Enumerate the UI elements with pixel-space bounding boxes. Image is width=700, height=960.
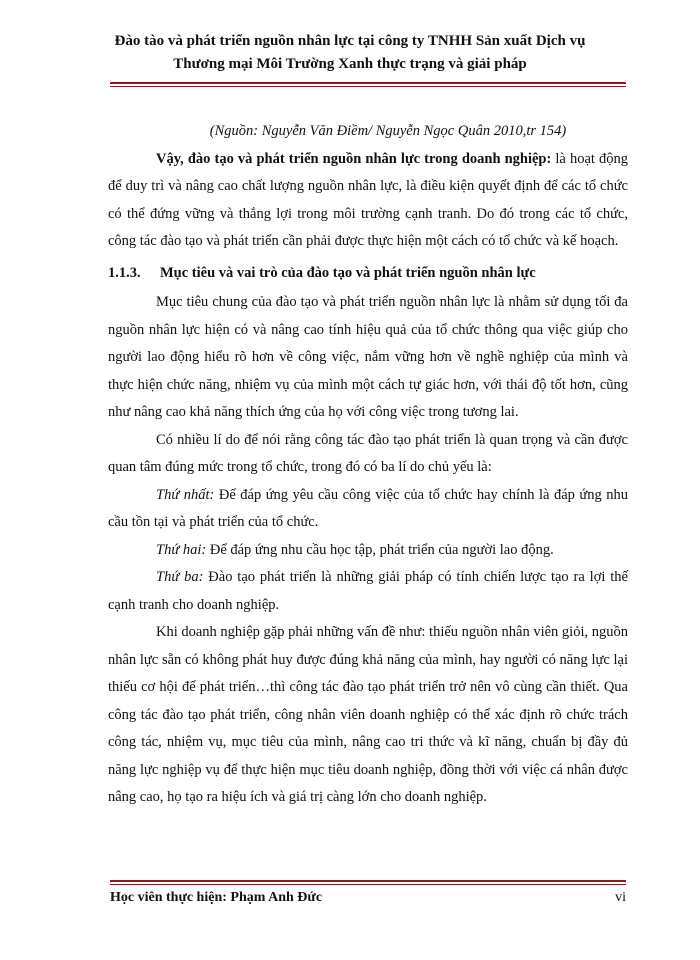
reason-first-text: Để đáp ứng yêu cầu công việc của tổ chức hay chính là đáp ứng nhu cầu tồn tại và phát triển của tổ chức. <box>108 486 628 530</box>
page-header <box>40 30 660 76</box>
reason-third <box>108 564 628 619</box>
reason-second <box>108 537 628 565</box>
reason-second-text: Để đáp ứng nhu cầu học tập, phát triển của người lao động. <box>206 541 554 558</box>
reason-first-label: Thứ nhất: <box>156 486 215 503</box>
paragraph-goal: Mục tiêu chung của đào tạo và phát triển nguồn nhân lực là nhằm sử dụng tối đa nguồn nhân lực hiện có và nâng cao tính hiệu quả của tổ chức thông qua việc giúp cho người lao động hiểu rõ hơn về công việc, nắm vững hơn về nghề nghiệp của mình và thực hiện chức năng, nhiệm vụ của mình một cách tự giác hơn, với thái độ tốt hơn, cũng như nâng cao khả năng thích ứng của họ với công việc trong tương lai. <box>108 294 628 420</box>
reason-second-label: Thứ hai: <box>156 541 207 558</box>
source-citation: (Nguồn: Nguyễn Văn Điềm/ Nguyễn Ngọc Quân 2010,tr 154) <box>209 123 567 139</box>
page-number: vi <box>615 890 626 905</box>
section-heading <box>108 260 628 288</box>
reason-third-label: Thứ ba: <box>156 569 204 585</box>
header-divider <box>110 82 626 87</box>
header-title-line2: Thương mại Môi Trường Xanh thực trạng và giải pháp <box>173 56 527 72</box>
intro-text: là hoạt động để duy trì và nâng cao chất lượng nguồn nhân lực, là điều kiện quyết định để các tổ chức có thể đứng vững và thắng lợi trong môi trường cạnh tranh. Do đó trong các tổ chức, công tác đào tạo và phát triển cần phải được thực hiện một cách có tổ chức và kế hoạch. <box>108 150 628 249</box>
header-title-line1: Đào tào và phát triển nguồn nhân lực tại công ty TNHH Sản xuất Dịch vụ <box>114 33 586 49</box>
section-title: Mục tiêu và vai trò của đào tạo và phát triển nguồn nhân lực <box>160 264 536 281</box>
intro-bold-lead: Vậy, đào tạo và phát triển nguồn nhân lực trong doanh nghiệp: <box>156 150 552 167</box>
page-footer <box>110 890 626 906</box>
paragraph-reasons-intro: Có nhiều lí do để nói rằng công tác đào tạo phát triển là quan trọng và cần được quan tâm đúng mức trong tổ chức, trong đó có ba lí do chủ yếu là: <box>108 431 628 475</box>
section-number: 1.1.3. <box>108 264 141 281</box>
paragraph-conclusion: Khi doanh nghiệp gặp phải những vấn đề như: thiếu nguồn nhân viên giỏi, nguồn nhân lực sẵn có không phát huy được đúng khả năng của mình, hay người có năng lực lại thiếu cơ hội để phát triển…thì công tác đào tạo phát triển trở nên vô cùng cần thiết. Qua công tác đào tạo phát triển, công nhân viên doanh nghiệp có thể xác định rõ chức trách công tác, nhiệm vụ, mục tiêu của mình, nâng cao tri thức và kĩ năng, chuẩn bị đầy đủ năng lực nghiệp vụ để thực hiện mục tiêu doanh nghiệp, đồng thời với việc cá nhân được nâng cao, họ tạo ra hiệu ích và giá trị càng lớn cho doanh nghiệp. <box>108 624 628 805</box>
document-body <box>108 118 628 812</box>
reason-third-text: Đào tạo phát triển là những giải pháp có tính chiến lược tạo ra lợi thế cạnh tranh cho doanh nghiệp. <box>108 569 628 613</box>
reason-first <box>108 482 628 537</box>
footer-author: Học viên thực hiện: Phạm Anh Đức <box>110 890 323 905</box>
footer-divider <box>110 880 626 885</box>
intro-paragraph <box>108 146 628 256</box>
